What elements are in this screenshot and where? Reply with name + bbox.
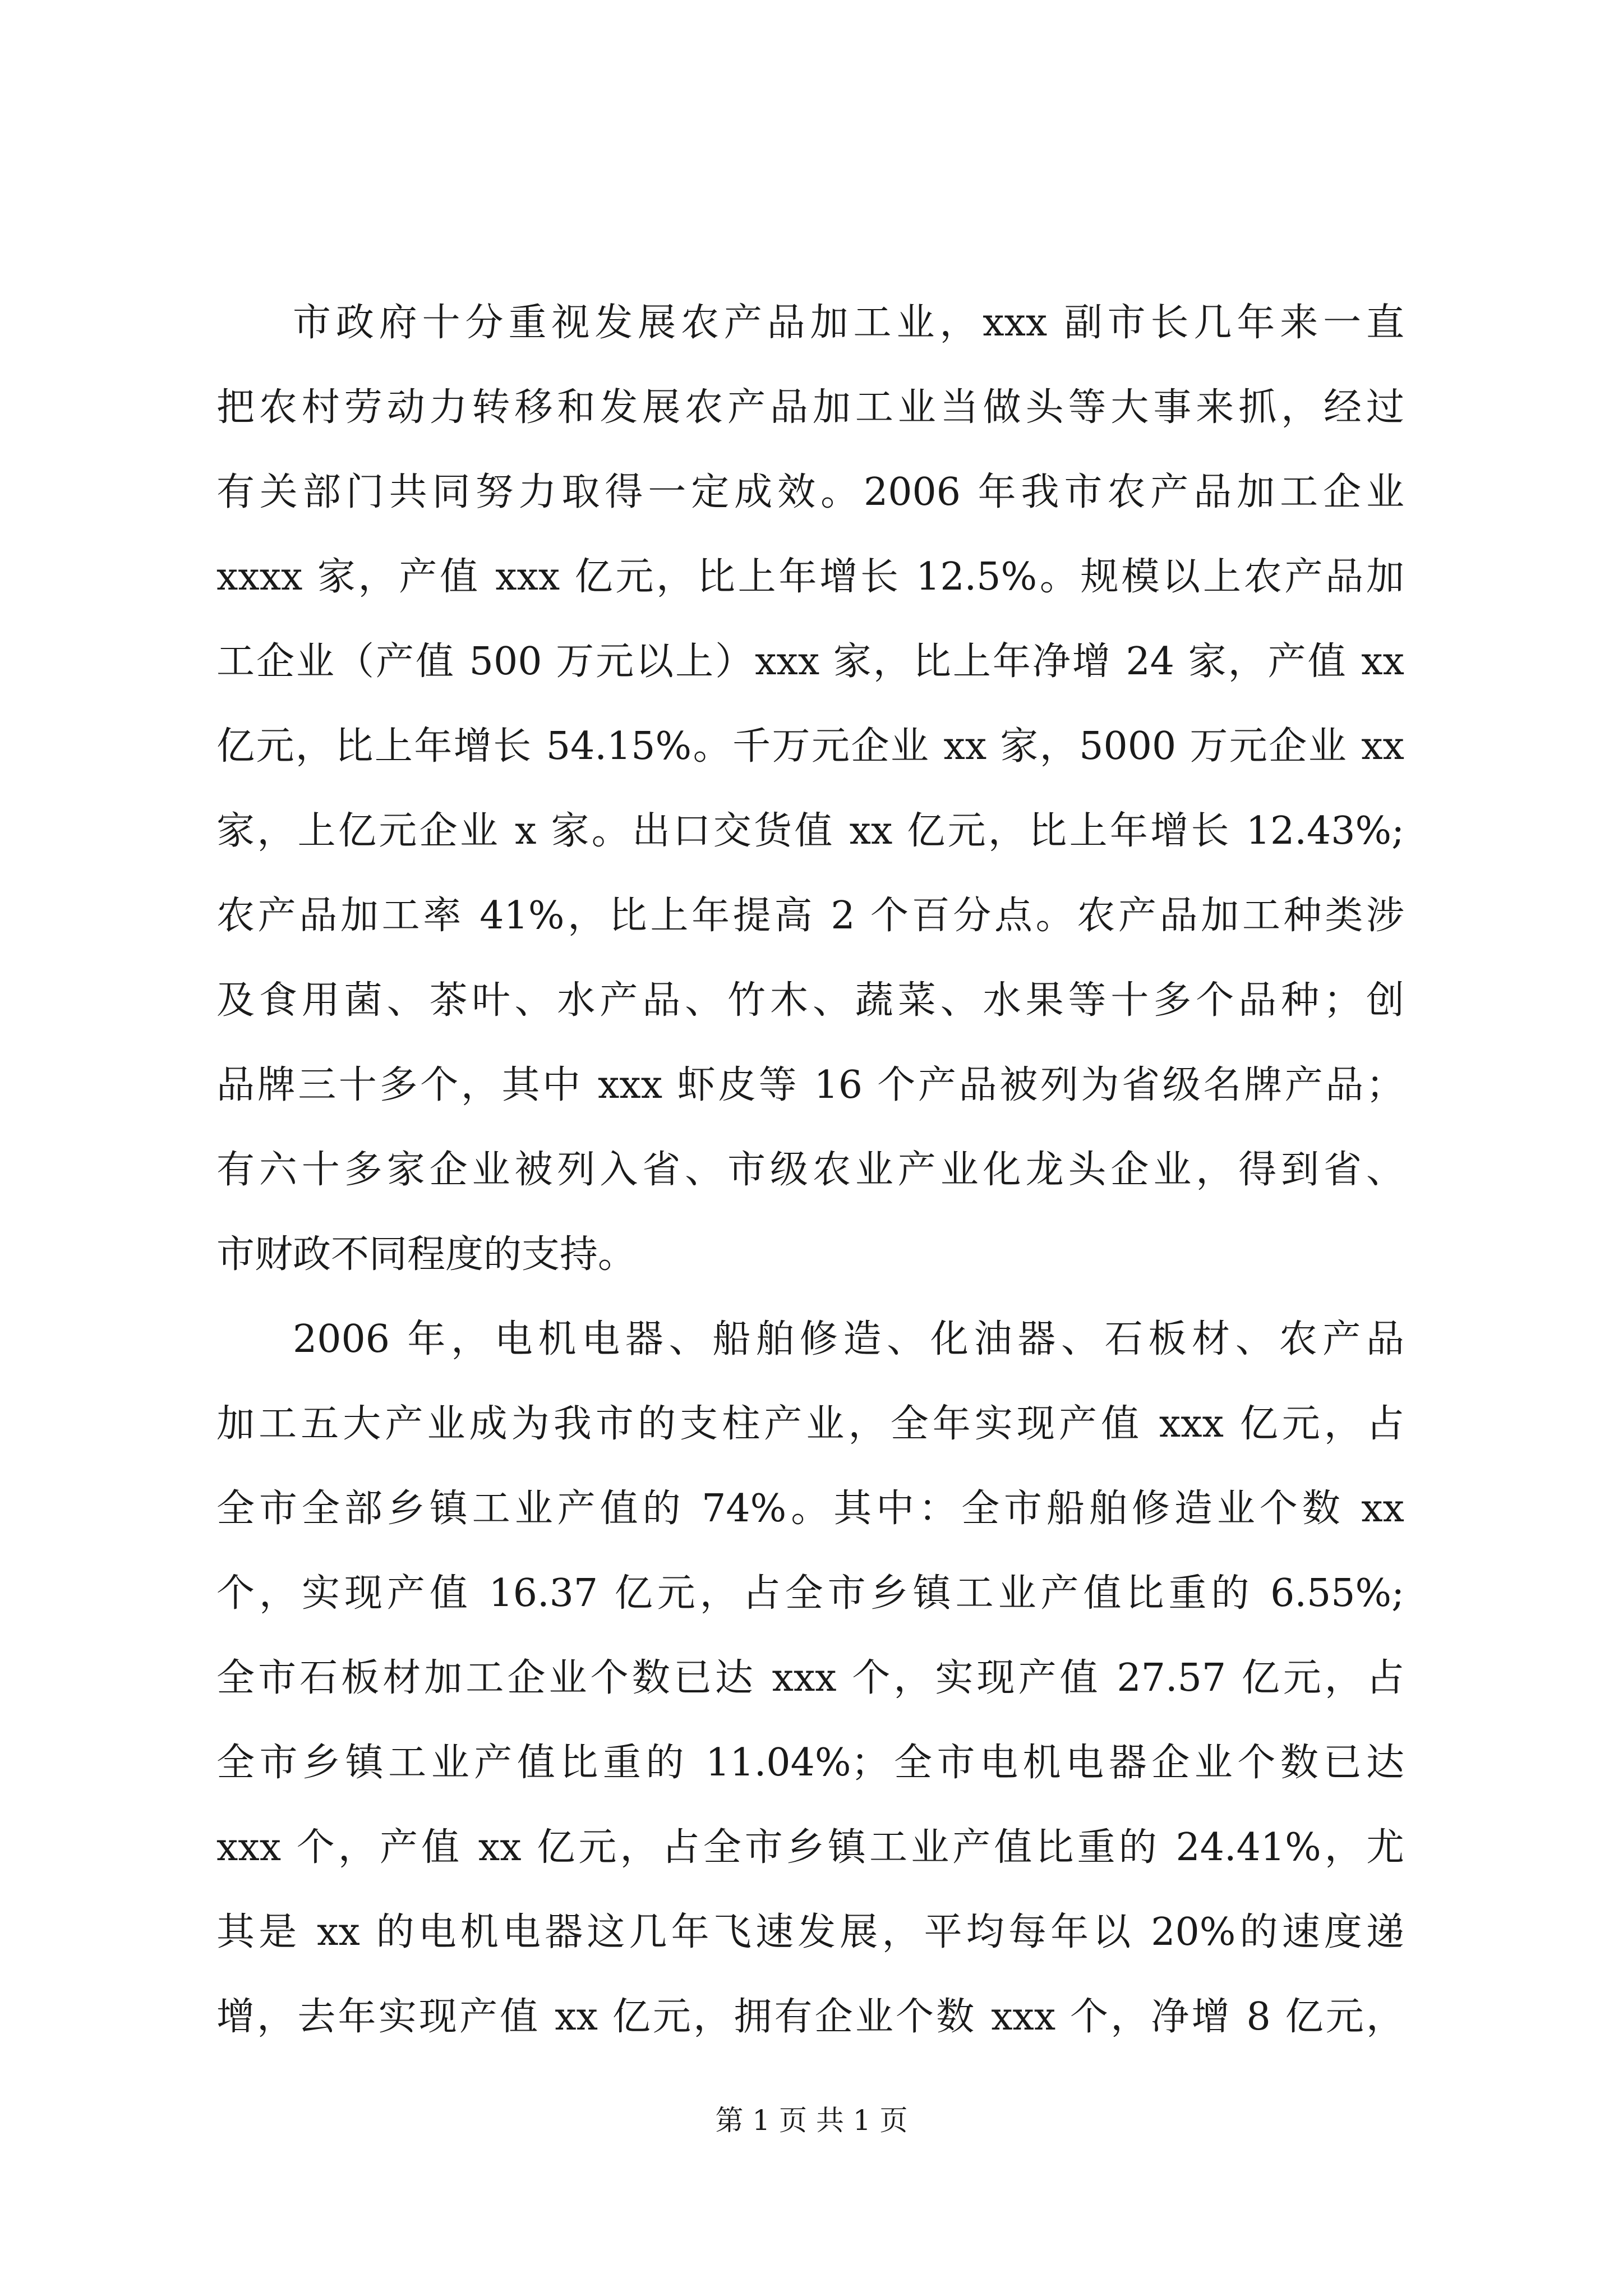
text-line: 家，上亿元企业 x 家。出口交货值 xx 亿元，比上年增长 12.43%; xyxy=(216,809,1404,853)
text-line: 其是 xx 的电机电器这几年飞速发展，平均每年以 20%的速度递 xyxy=(216,1910,1404,1954)
text-line: xxx 个，产值 xx 亿元，占全市乡镇工业产值比重的 24.41%，尤 xyxy=(216,1825,1404,1870)
text-line: 市财政不同程度的支持。 xyxy=(216,1232,637,1277)
text-line: 个，实现产值 16.37 亿元，占全市乡镇工业产值比重的 6.55%; xyxy=(216,1571,1404,1616)
text-line: 全市石板材加工企业个数已达 xxx 个，实现产值 27.57 亿元，占 xyxy=(216,1656,1404,1700)
page-footer xyxy=(0,2101,1623,2140)
text-line: 全市全部乡镇工业产值的 74%。其中：全市船舶修造业个数 xx xyxy=(216,1487,1404,1531)
text-line: 2006 年，电机电器、船舶修造、化油器、石板材、农产品 xyxy=(293,1317,1404,1361)
document-body xyxy=(216,280,1404,2059)
text-line: 把农村劳动力转移和发展农产品加工业当做头等大事来抓，经过 xyxy=(216,385,1404,430)
text-line: 市政府十分重视发展农产品加工业，xxx 副市长几年来一直 xyxy=(293,301,1404,345)
page-number-label: 第 1 页 共 1 页 xyxy=(715,2104,908,2137)
paragraph-1 xyxy=(216,280,1404,1297)
text-line: 全市乡镇工业产值比重的 11.04%；全市电机电器企业个数已达 xyxy=(216,1741,1404,1785)
text-line: 农产品加工率 41%，比上年提高 2 个百分点。农产品加工种类涉 xyxy=(216,894,1404,938)
text-line: 加工五大产业成为我市的支柱产业，全年实现产值 xxx 亿元，占 xyxy=(216,1402,1404,1446)
paragraph-2 xyxy=(216,1297,1404,2059)
text-line: 及食用菌、茶叶、水产品、竹木、蔬菜、水果等十多个品种；创 xyxy=(216,978,1404,1023)
text-line: 亿元，比上年增长 54.15%。千万元企业 xx 家，5000 万元企业 xx xyxy=(216,724,1404,769)
text-line: 工企业（产值 500 万元以上）xxx 家，比上年净增 24 家，产值 xx xyxy=(216,639,1404,684)
text-line: 增，去年实现产值 xx 亿元，拥有企业个数 xxx 个，净增 8 亿元， xyxy=(216,1995,1404,2039)
text-line: 有关部门共同努力取得一定成效。2006 年我市农产品加工企业 xyxy=(216,470,1404,514)
text-line: 有六十多家企业被列入省、市级农业产业化龙头企业，得到省、 xyxy=(216,1148,1404,1192)
text-line: 品牌三十多个，其中 xxx 虾皮等 16 个产品被列为省级名牌产品； xyxy=(216,1063,1404,1107)
text-line: xxxx 家，产值 xxx 亿元，比上年增长 12.5%。规模以上农产品加 xyxy=(216,555,1404,599)
